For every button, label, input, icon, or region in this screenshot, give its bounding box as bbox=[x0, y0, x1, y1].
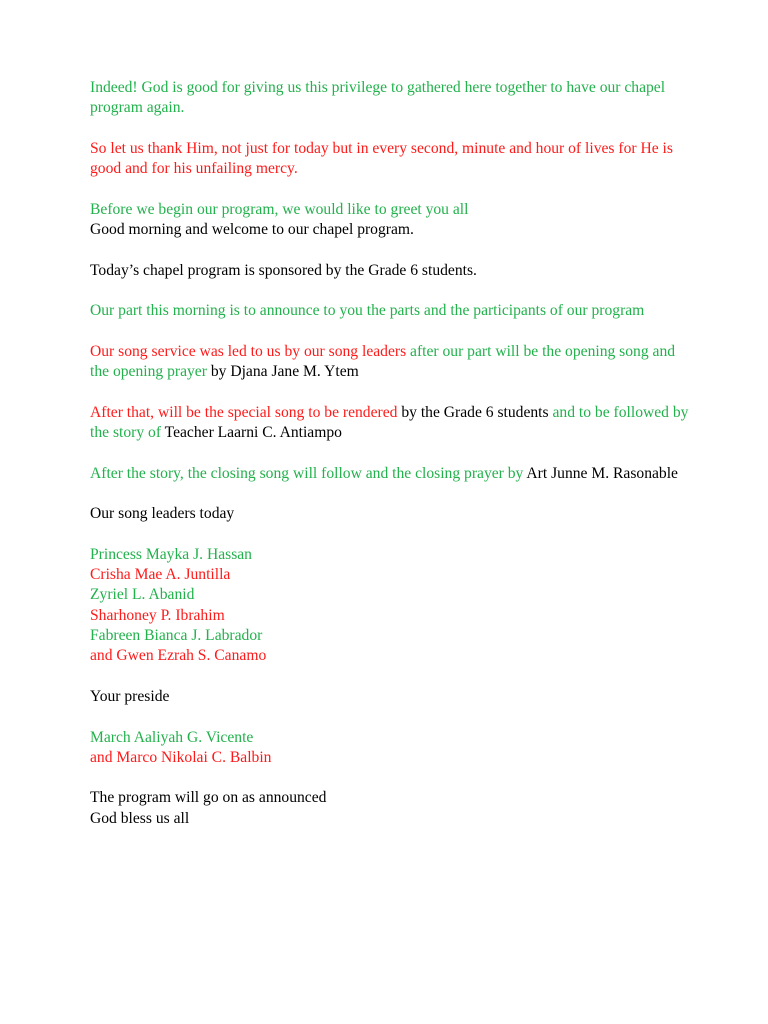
thanksgiving-paragraph: So let us thank Him, not just for today but in every second, minute and hour of lives for He is good and for his unfailing mercy. bbox=[90, 139, 673, 178]
list-item: Crisha Mae A. Juntilla bbox=[90, 566, 231, 584]
special-song-text: After that, will be the special song to be rendered bbox=[90, 403, 398, 421]
list-item: March Aaliyah G. Vicente bbox=[90, 728, 254, 746]
storyteller-name: Teacher Laarni C. Antiampo bbox=[161, 424, 342, 442]
closing-line: The program will go on as announced bbox=[90, 789, 327, 807]
special-song-paragraph bbox=[90, 403, 690, 444]
sponsor-paragraph: Today’s chapel program is sponsored by the Grade 6 students. bbox=[90, 261, 477, 279]
announcement-paragraph: Our part this morning is to announce to you the parts and the participants of our program bbox=[90, 302, 645, 320]
preside-heading: Your preside bbox=[90, 687, 170, 705]
list-item: and Marco Nikolai C. Balbin bbox=[90, 748, 272, 766]
song-leaders-heading: Our song leaders today bbox=[90, 505, 235, 523]
list-item: Zyriel L. Abanid bbox=[90, 586, 195, 604]
list-item: and Gwen Ezrah S. Canamo bbox=[90, 647, 267, 665]
story-text: and to be followed by the story of bbox=[90, 403, 689, 442]
closing-song-paragraph bbox=[90, 464, 690, 484]
opening-paragraph bbox=[90, 342, 690, 383]
closing-paragraph bbox=[90, 788, 690, 829]
song-service-text: Our song service was led to us by our song leaders bbox=[90, 342, 407, 360]
document-page bbox=[90, 78, 690, 829]
list-item: Fabreen Bianca J. Labrador bbox=[90, 627, 263, 645]
closing-prayer-leader: Art Junne M. Rasonable bbox=[523, 464, 678, 482]
list-item: Sharhoney P. Ibrahim bbox=[90, 606, 225, 624]
blessing-line: God bless us all bbox=[90, 809, 190, 827]
song-leaders-list bbox=[90, 545, 690, 667]
intro-paragraph: Indeed! God is good for giving us this privilege to gathered here together to have our chapel program again. bbox=[90, 79, 666, 117]
closing-song-text: After the story, the closing song will follow and the closing prayer by bbox=[90, 464, 524, 482]
special-song-performers: by the Grade 6 students bbox=[397, 403, 549, 421]
greeting-line: Before we begin our program, we would like to greet you all bbox=[90, 200, 469, 218]
opening-prayer-leader: by Djana Jane M. Ytem bbox=[206, 363, 359, 381]
list-item: Princess Mayka J. Hassan bbox=[90, 545, 252, 563]
opening-song-text: after our part will be the opening song and the opening prayer bbox=[90, 342, 676, 381]
presiders-list bbox=[90, 728, 690, 769]
greeting-paragraph bbox=[90, 200, 690, 241]
welcome-line: Good morning and welcome to our chapel program. bbox=[90, 221, 414, 239]
